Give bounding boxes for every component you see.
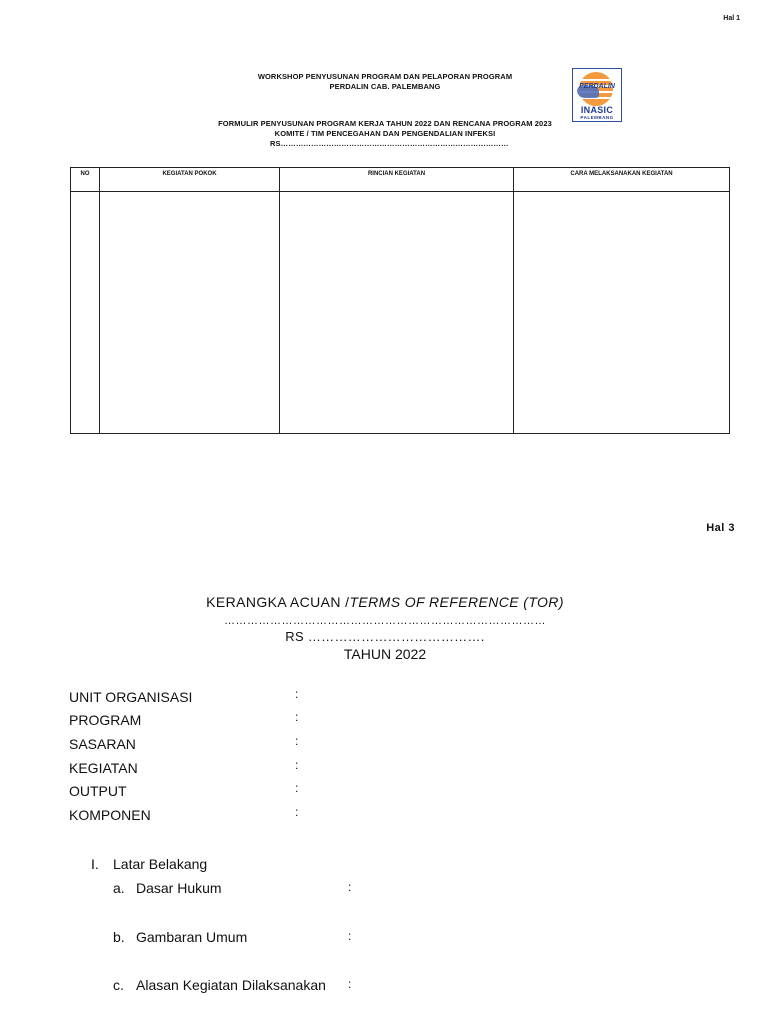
field-label-komponen: KOMPONEN <box>69 807 151 823</box>
cell-rincian-kegiatan[interactable] <box>280 192 514 434</box>
field-colon: : <box>295 687 299 701</box>
column-header-rincian-kegiatan: RINCIAN KEGIATAN <box>280 168 514 192</box>
subsection-letter: b. <box>113 929 125 945</box>
table-row <box>71 192 730 434</box>
logo-city: PALEMBANG <box>580 115 614 120</box>
cell-no[interactable] <box>71 192 100 434</box>
header-branch: PERDALIN CAB. PALEMBANG <box>329 82 441 91</box>
field-colon: : <box>295 781 299 795</box>
field-colon: : <box>295 734 299 748</box>
header-workshop-title: WORKSHOP PENYUSUNAN PROGRAM DAN PELAPORAN PROGRAM <box>257 72 513 81</box>
subsection-gambaran-umum: Gambaran Umum <box>136 929 248 945</box>
logo-brand: PERDALIN <box>579 83 615 90</box>
subsection-colon: : <box>348 929 352 943</box>
table-header-row <box>71 168 730 192</box>
cell-kegiatan-pokok[interactable] <box>100 192 280 434</box>
subsection-colon: : <box>348 977 352 991</box>
field-label-unit-organisasi: UNIT ORGANISASI <box>69 689 193 705</box>
subsection-letter: c. <box>113 977 124 993</box>
tor-title-main: KERANGKA ACUAN / <box>206 594 350 610</box>
header-committee: KOMITE / TIM PENCEGAHAN DAN PENGENDALIAN INFEKSI <box>274 129 496 138</box>
field-label-sasaran: SASARAN <box>69 736 136 752</box>
tor-title <box>130 594 640 610</box>
tor-title-italic: TERMS OF REFERENCE (TOR) <box>349 594 564 610</box>
cell-cara-melaksanakan[interactable] <box>514 192 730 434</box>
column-header-kegiatan-pokok: KEGIATAN POKOK <box>100 168 280 192</box>
field-label-kegiatan: KEGIATAN <box>69 760 138 776</box>
subsection-colon: : <box>348 880 352 894</box>
field-label-output: OUTPUT <box>69 783 127 799</box>
section-title-latar-belakang: Latar Belakang <box>113 856 208 872</box>
page-number-3: Hal 3 <box>706 522 735 534</box>
column-header-cara-melaksanakan: CARA MELAKSANAKAN KEGIATAN <box>514 168 730 192</box>
subsection-alasan-kegiatan: Alasan Kegiatan Dilaksanakan <box>136 977 326 993</box>
page-number-1: Hal 1 <box>723 15 740 22</box>
tor-dots-line: ………………………………………………………………………… <box>224 615 546 627</box>
perdalin-logo <box>572 68 622 122</box>
header-form-title: FORMULIR PENYUSUNAN PROGRAM KERJA TAHUN 2022 DAN RENCANA PROGRAM 2023 <box>218 119 552 128</box>
field-colon: : <box>295 758 299 772</box>
subsection-letter: a. <box>113 880 125 896</box>
field-colon: : <box>295 710 299 724</box>
tor-year: TAHUN 2022 <box>343 646 427 662</box>
tor-rs-line: RS …………………………………. <box>285 629 485 644</box>
header-rs-line: RS……………………………………………………………………………… <box>270 139 509 148</box>
program-form-table <box>70 167 730 434</box>
logo-inasic: INASIC <box>580 105 614 115</box>
column-header-no: NO <box>71 168 100 192</box>
field-label-program: PROGRAM <box>69 712 142 728</box>
section-number: I. <box>91 856 99 872</box>
subsection-dasar-hukum: Dasar Hukum <box>136 880 222 896</box>
field-colon: : <box>295 805 299 819</box>
